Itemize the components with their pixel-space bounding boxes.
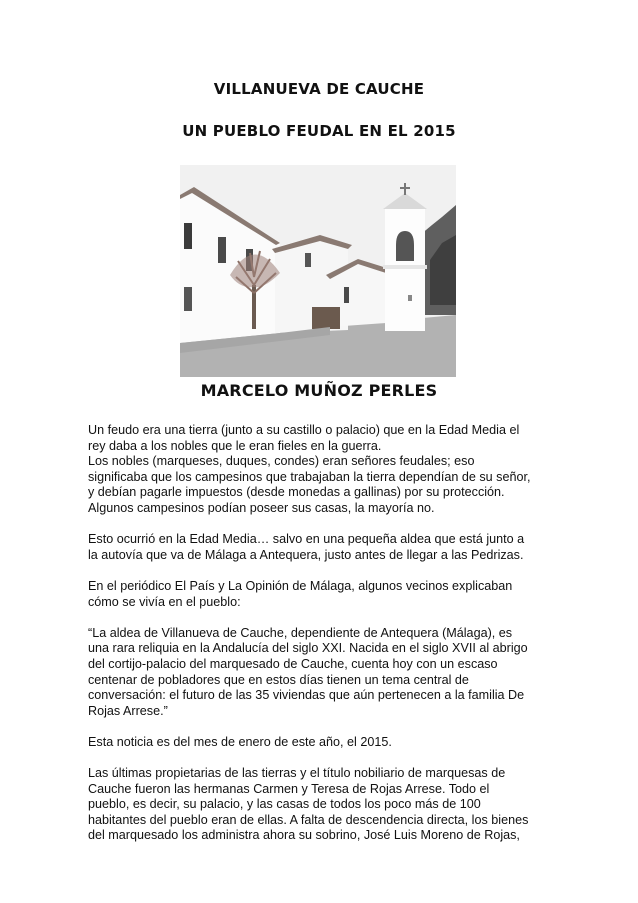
document-title: VILLANUEVA DE CAUCHE [213,80,425,98]
text-line: Esto ocurrió en la Edad Media… salvo en una pequeña aldea que está junto a [88,532,525,547]
text-line: Esta noticia es del mes de enero de este año, el 2015. [88,734,392,749]
document-subtitle: UN PUEBLO FEUDAL EN EL 2015 [182,122,456,140]
text-line: Cauche fueron las hermanas Carmen y Teresa de Rojas Arrese. Todo el [88,781,490,796]
text-line: del cortijo-palacio del marquesado de Cauche, cuenta hoy con un escaso [88,656,498,671]
paragraph-edad-media [88,532,556,563]
text-line: significaba que los campesinos que trabajaban la tierra dependían de su señor, [88,469,531,484]
document-author: MARCELO MUÑOZ PERLES [200,381,438,400]
text-line: Los nobles (marqueses, duques, condes) eran señores feudales; eso [88,454,475,469]
text-line: centenar de pobladores que en estos días tienen un tema central de [88,672,469,687]
text-line: “La aldea de Villanueva de Cauche, dependiente de Antequera (Málaga), es [88,625,513,640]
village-photo [180,165,456,377]
text-line: En el periódico El País y La Opinión de Málaga, algunos vecinos explicaban [88,578,513,593]
paragraph-quote [88,626,556,720]
paragraph-periodico [88,579,556,610]
text-line: pueblo, es decir, su palacio, y las casas de todos los poco más de 100 [88,797,481,812]
text-line: y debían pagarle impuestos (desde monedas a gallinas) por su protección. [88,485,505,500]
article-body [88,423,556,860]
text-line: Algunos campesinos podían poseer sus casas, la mayoría no. [88,500,435,515]
paragraph-propietarias [88,766,556,844]
text-line: cómo se vivía en el pueblo: [88,594,241,609]
text-line: rey daba a los nobles que le eran fieles en la guerra. [88,438,382,453]
text-line: habitantes del pueblo eran de ellas. A falta de descendencia directa, los bienes [88,812,529,827]
text-line: del marquesado los administra ahora su sobrino, José Luis Moreno de Rojas, [88,828,520,843]
text-line: Las últimas propietarias de las tierras y el título nobiliario de marquesas de [88,766,506,781]
text-line: Un feudo era una tierra (junto a su castillo o palacio) que en la Edad Media el [88,423,520,437]
village-photo-church-tower-icon [180,165,456,377]
paragraph-noticia [88,735,556,751]
text-line: Rojas Arrese.” [88,703,168,718]
text-line: la autovía que va de Málaga a Antequera, justo antes de llegar a las Pedrizas. [88,547,524,562]
paragraph-feudo [88,423,556,517]
text-line: una rara reliquia en la Andalucía del siglo XXI. Nacida en el siglo XVII al abrigo [88,641,528,656]
text-line: conversación: el futuro de las 35 viviendas que aún pertenecen a la familia De [88,688,525,703]
